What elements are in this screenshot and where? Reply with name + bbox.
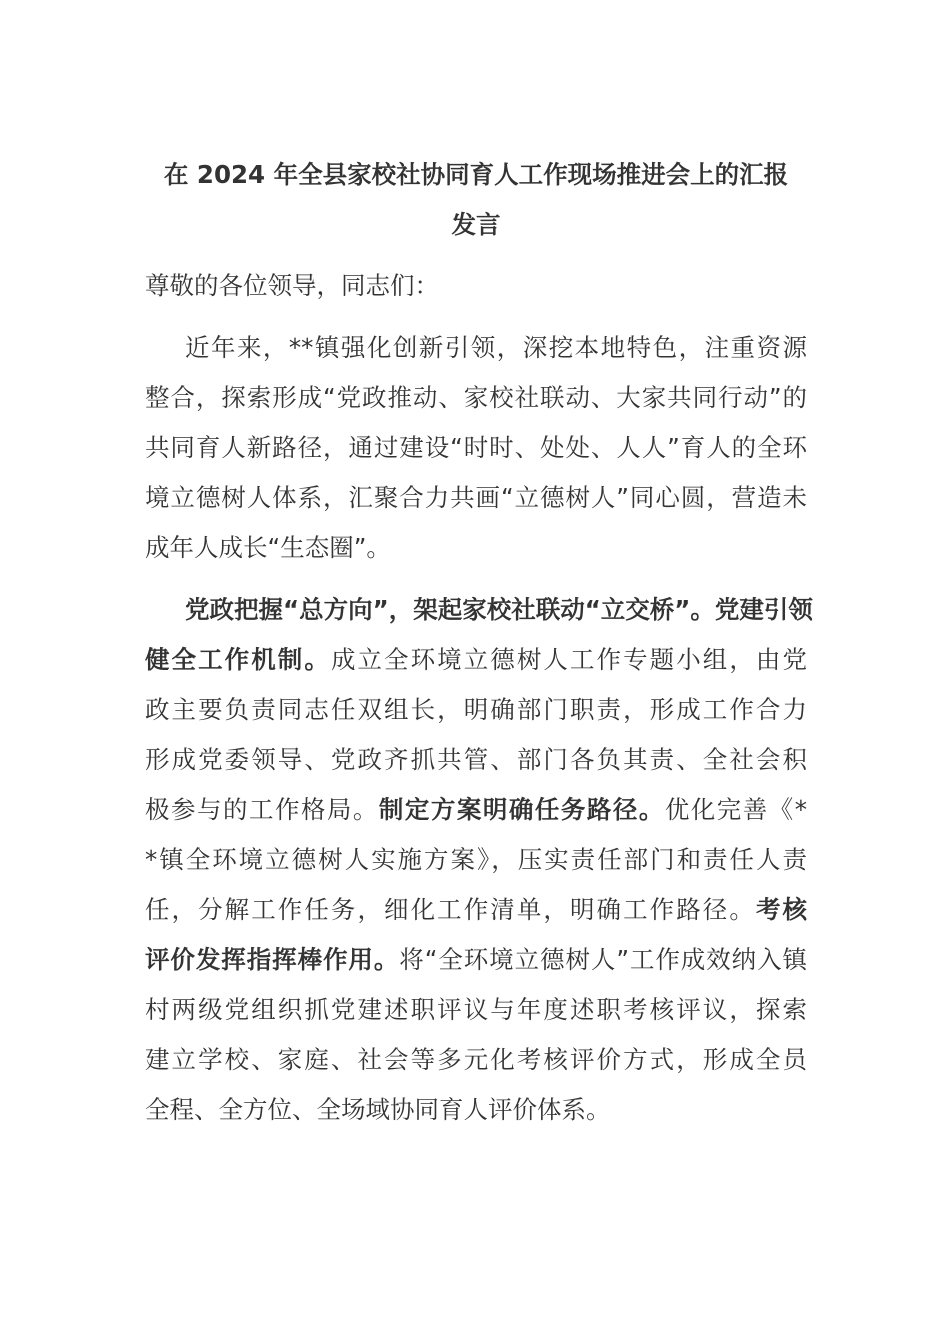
paragraph-line: 境立德树人体系，汇聚合力共画“立德树人”同心圆，营造未 [145, 483, 807, 512]
paragraph-line [145, 585, 813, 635]
paragraph-line [145, 635, 807, 685]
title-line-1: 在 2024 年全县家校社协同育人工作现场推进会上的汇报 [163, 160, 789, 189]
subheading-evaluation-cont: 评价发挥指挥棒作用。 [145, 945, 400, 974]
subheading-evaluation: 考核 [755, 895, 807, 924]
paragraph-line: 建立学校、家庭、社会等多元化考核评价方式，形成全员 [145, 1045, 807, 1074]
paragraph-line: 整合，探索形成“党政推动、家校社联动、大家共同行动”的 [145, 383, 807, 412]
subheading-plan: 制定方案明确任务路径。 [378, 795, 665, 824]
document-title [145, 150, 807, 250]
body-text: 极参与的工作格局。 [145, 795, 379, 824]
paragraph-line: 形成党委领导、党政齐抓共管、部门各负其责、全社会积 [145, 745, 807, 774]
paragraph-line [145, 935, 807, 985]
title-line-2: 发言 [451, 210, 501, 239]
paragraph-line [145, 885, 807, 935]
paragraph-line: 成年人成长“生态圈”。 [145, 533, 391, 562]
paragraph-line: 政主要负责同志任双组长，明确部门职责，形成工作合力 [145, 695, 807, 724]
body-text: 任，分解工作任务，细化工作清单，明确工作路径。 [145, 895, 756, 924]
paragraph-line [145, 785, 807, 835]
subheading-mechanism: 健全工作机制。 [145, 645, 331, 674]
document-page [145, 150, 813, 1147]
paragraph-line: 共同育人新路径，通过建设“时时、处处、人人”育人的全环 [145, 433, 807, 462]
body-text: 成立全环境立德树人工作专题小组，由党 [330, 645, 807, 674]
paragraph-line: 村两级党组织抓党建述职评议与年度述职考核评议，探索 [145, 995, 807, 1024]
salutation: 尊敬的各位领导，同志们： [145, 271, 439, 300]
section-heading: 党政把握“总方向”，架起家校社联动“立交桥”。党建引领 [185, 595, 813, 624]
body-text: 将“全环境立德树人”工作成效纳入镇 [399, 945, 808, 974]
paragraph-line: 全程、全方位、全场域协同育人评价体系。 [145, 1095, 611, 1124]
intro-paragraph [145, 323, 807, 573]
section-paragraph-party-leadership [145, 585, 813, 1135]
paragraph-line: *镇全环境立德树人实施方案》，压实责任部门和责任人责 [145, 845, 807, 874]
paragraph-line: 近年来，**镇强化创新引领，深挖本地特色，注重资源 [185, 333, 807, 362]
body-text: 优化完善《* [664, 795, 808, 824]
